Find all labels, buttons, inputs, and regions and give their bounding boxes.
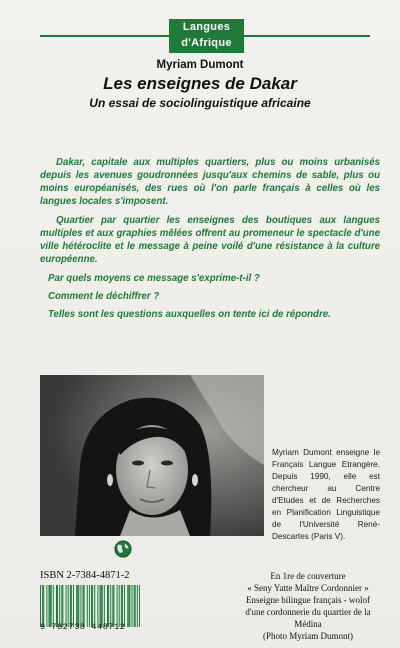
barcode-bar: [129, 585, 130, 627]
barcode-bar: [57, 585, 58, 627]
barcode-bar: [97, 585, 98, 627]
cover-credit-line-1: En 1re de couverture: [270, 571, 346, 581]
barcode-bar: [84, 585, 85, 627]
barcode-bar: [66, 585, 67, 627]
cover-credit-line-2: « Seny Yatte Maître Cordonnier »: [247, 583, 369, 593]
barcode-bar: [42, 585, 43, 627]
barcode-bar: [92, 585, 93, 627]
blurb-question-1: Par quels moyens ce message s'exprime-t-il ?: [48, 273, 260, 284]
barcode-bar: [139, 585, 140, 627]
barcode-bar: [113, 585, 114, 627]
barcode-bar: [124, 585, 125, 627]
barcode-bar: [76, 585, 77, 627]
barcode-bar: [110, 585, 111, 627]
series-rule-left: [40, 35, 169, 37]
series-rule-right: [244, 35, 370, 37]
series-line-2: d'Afrique: [181, 37, 232, 49]
barcode-bar: [135, 585, 136, 627]
barcode-bar: [117, 585, 118, 627]
barcode-bar: [49, 585, 50, 627]
barcode-bar: [131, 585, 132, 627]
barcode-bar: [83, 585, 84, 627]
author-name: Myriam Dumont: [156, 59, 244, 71]
series-label: [169, 19, 244, 53]
isbn: ISBN 2-7384-4871-2: [40, 570, 130, 581]
cover-credit-line-4: d'une cordonnerie du quartier de la Médina: [245, 607, 371, 629]
barcode-bar: [104, 585, 105, 627]
author-photo: [40, 375, 264, 536]
book-title: Les enseignes de Dakar: [103, 74, 297, 93]
barcode-bar: [119, 585, 120, 627]
barcode-bar: [134, 585, 135, 627]
blurb: [40, 156, 380, 326]
barcode-bar: [43, 585, 44, 627]
barcode-bar: [78, 585, 79, 627]
barcode-bar: [68, 585, 69, 627]
barcode-bar: [127, 585, 128, 627]
barcode-bar: [40, 585, 41, 627]
barcode: [40, 585, 140, 627]
barcode-bar: [89, 585, 90, 627]
barcode-bar: [56, 585, 57, 627]
barcode-bar: [80, 585, 81, 627]
barcode-number: 9 782738 448712: [40, 622, 126, 632]
author-portrait-drawing: [40, 375, 264, 536]
book-subtitle: Un essai de sociolinguistique africaine: [89, 96, 311, 110]
barcode-bar: [108, 585, 109, 627]
barcode-bar: [121, 585, 122, 627]
blurb-question-2: Comment le déchiffrer ?: [48, 291, 160, 302]
barcode-bar: [112, 585, 113, 627]
barcode-bar: [53, 585, 54, 627]
blurb-paragraph-2: Quartier par quartier les enseignes des boutiques aux langues multiples et aux graphies mêlées offrent au promeneur le spectacle d'une ville hétéroclite et le message à peine voilé d'une résistance à la culture européenne.: [40, 215, 380, 265]
barcode-bar: [77, 585, 78, 627]
barcode-bar: [100, 585, 101, 627]
barcode-bar: [62, 585, 63, 627]
barcode-bar: [107, 585, 108, 627]
barcode-bar: [91, 585, 92, 627]
author-bio: Myriam Dumont enseigne le Français Langue Etrangère. Depuis 1990, elle est chercheur au Centre d'Etudes et de Recherches en Planification Linguistique de l'Université René-Descartes (Paris V).: [272, 448, 380, 541]
barcode-bar: [94, 585, 95, 627]
barcode-bar: [128, 585, 129, 627]
barcode-bar: [137, 585, 138, 627]
barcode-bar: [50, 585, 51, 627]
blurb-closing: Telles sont les questions auxquelles on tente ici de répondre.: [48, 309, 331, 320]
blurb-paragraph-1: Dakar, capitale aux multiples quartiers, plus ou moins urbanisés depuis les avenues goudronnées jusqu'aux chemins de sable, plus ou moins européanisés, des rues où l'on parle français à celles où les langues locales s'imposent.: [40, 157, 380, 207]
barcode-bar: [73, 585, 74, 627]
globe-icon: [114, 540, 132, 558]
cover-credit: [232, 570, 384, 642]
barcode-bar: [101, 585, 102, 627]
series-line-1: Langues: [182, 21, 231, 33]
barcode-bar: [59, 585, 60, 627]
barcode-bar: [71, 585, 72, 627]
barcode-bar: [51, 585, 52, 627]
barcode-bar: [61, 585, 62, 627]
barcode-bar: [102, 585, 103, 627]
barcode-bar: [46, 585, 47, 627]
cover-credit-line-5: (Photo Myriam Dumont): [263, 631, 353, 641]
cover-credit-line-3: Enseigne bilingue français - wolof: [246, 595, 370, 605]
barcode-bar: [87, 585, 88, 627]
barcode-bar: [70, 585, 71, 627]
barcode-bar: [122, 585, 123, 627]
